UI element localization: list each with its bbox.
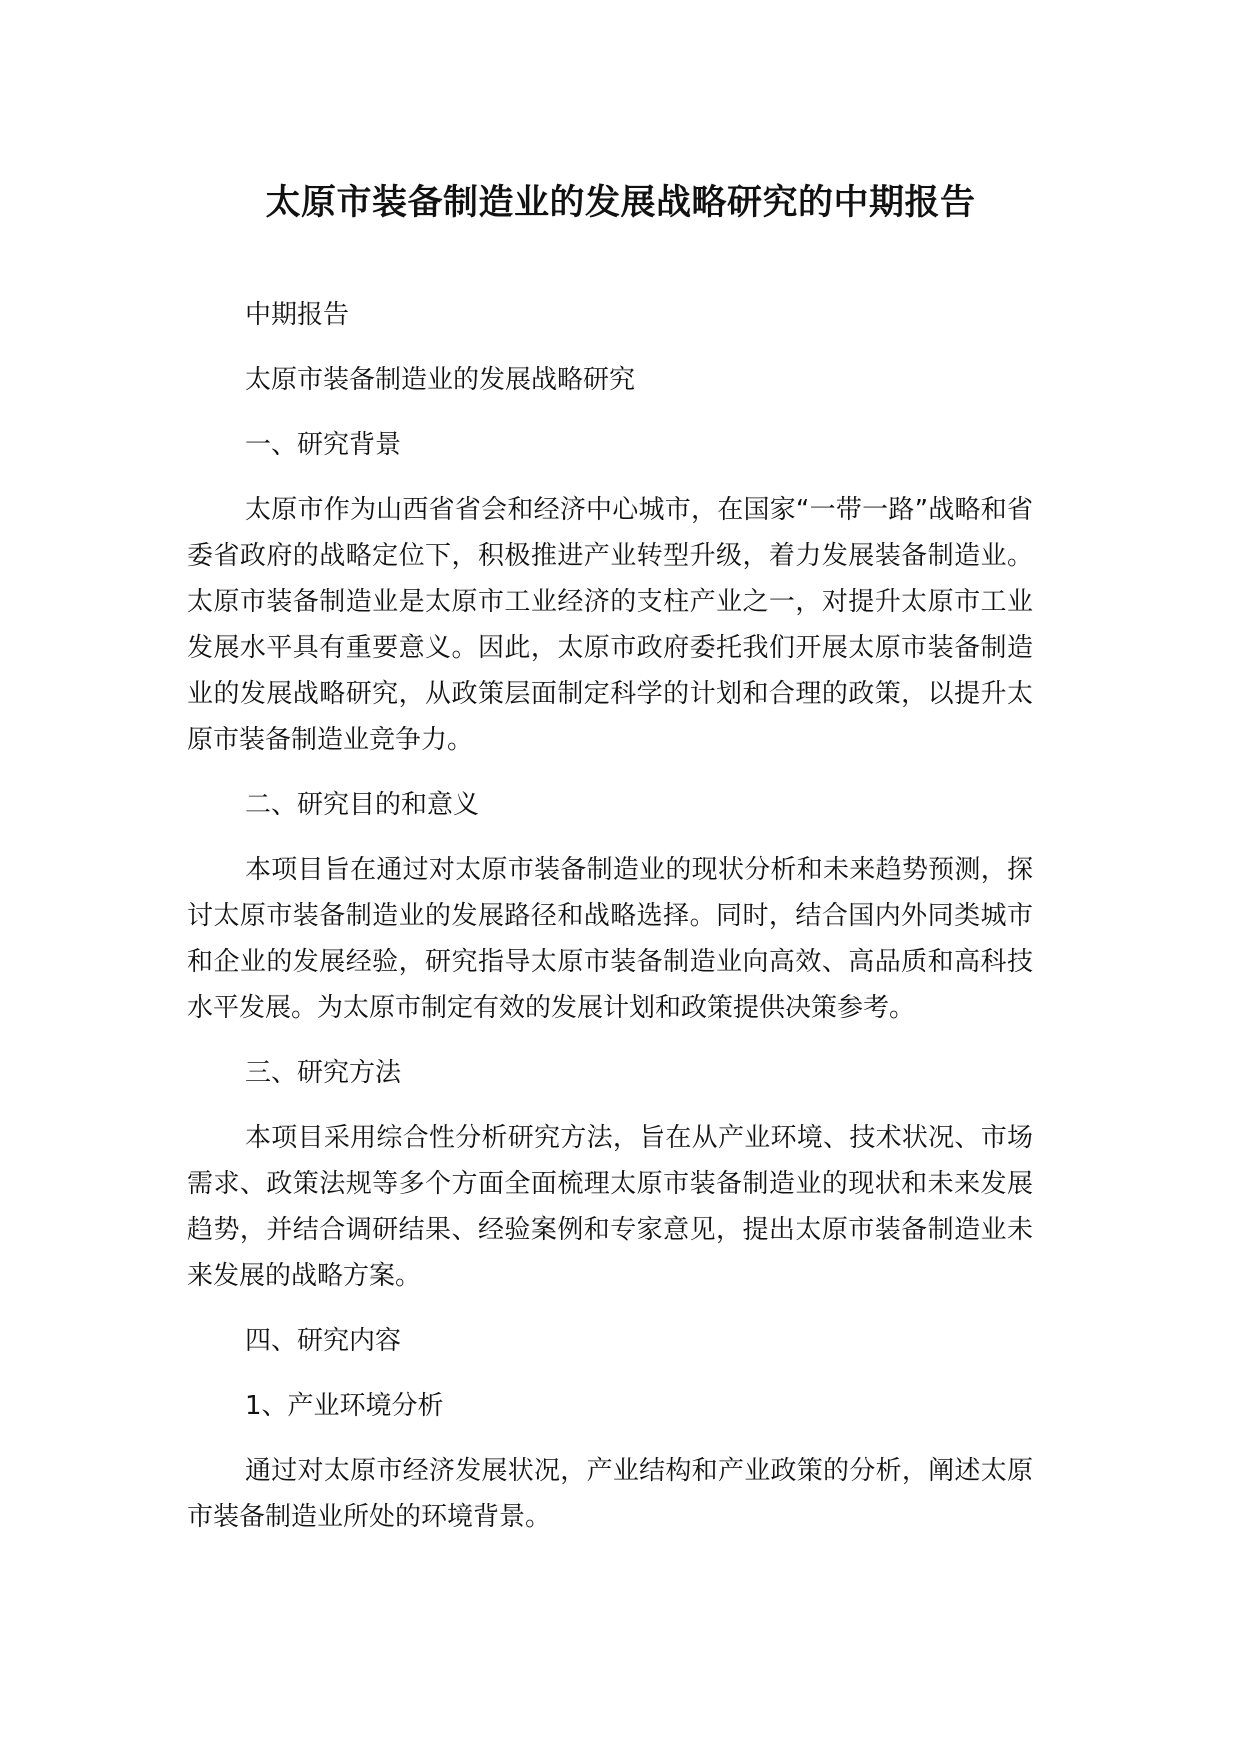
report-label: 中期报告 — [245, 300, 350, 330]
document-title: 太原市装备制造业的发展战略研究的中期报告 — [265, 183, 976, 223]
paragraph-purpose: 本项目旨在通过对太原市装备制造业的现状分析和未来趋势预测，探讨太原市装备制造业的发展路径和战略选择。同时，结合国内外同类城市和企业的发展经验，研究指导太原市装备制造业向高效、高品质和高科技水平发展。为太原市制定有效的发展计划和政策提供决策参考。 — [187, 855, 1033, 1023]
section-heading-method: 三、研究方法 — [245, 1058, 402, 1088]
section-heading-content: 四、研究内容 — [245, 1326, 402, 1356]
document-body — [187, 292, 1033, 1559]
paragraph-method: 本项目采用综合性分析研究方法，旨在从产业环境、技术状况、市场需求、政策法规等多个方面全面梳理太原市装备制造业的现状和未来发展趋势，并结合调研结果、经验案例和专家意见，提出太原市装备制造业未来发展的战略方案。 — [187, 1123, 1033, 1291]
subsection-heading-environment: 1、产业环境分析 — [245, 1391, 444, 1421]
section-heading-background: 一、研究背景 — [245, 430, 402, 460]
paragraph-background: 太原市作为山西省省会和经济中心城市，在国家“一带一路”战略和省委省政府的战略定位下，积极推进产业转型升级，着力发展装备制造业。太原市装备制造业是太原市工业经济的支柱产业之一，对提升太原市工业发展水平具有重要意义。因此，太原市政府委托我们开展太原市装备制造业的发展战略研究，从政策层面制定科学的计划和合理的政策，以提升太原市装备制造业竞争力。 — [187, 495, 1033, 755]
section-heading-purpose: 二、研究目的和意义 — [245, 790, 480, 820]
project-name: 太原市装备制造业的发展战略研究 — [245, 365, 636, 395]
paragraph-environment: 通过对太原市经济发展状况，产业结构和产业政策的分析，阐述太原市装备制造业所处的环境背景。 — [187, 1456, 1033, 1532]
